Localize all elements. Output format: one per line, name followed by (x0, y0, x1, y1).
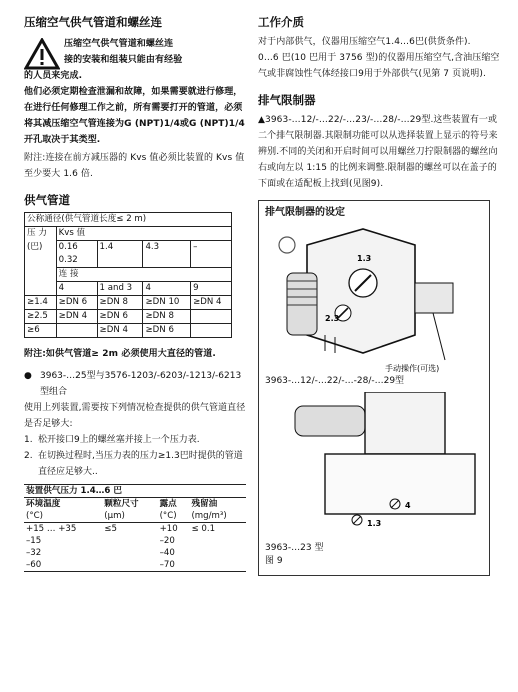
table-cell: 1 and 3 (97, 282, 143, 296)
warning-block (24, 36, 246, 84)
label-1-3: 1.3 (357, 254, 372, 263)
bullet-icon: ● (24, 371, 32, 381)
table-cell (189, 535, 246, 547)
figure-title: 排气限制器的设定 (265, 207, 345, 218)
table-cell: ≥DN 6 (56, 296, 97, 310)
table-cell: +15 … +35 (26, 524, 77, 534)
warning-line: 压缩空气供气管道和螺丝连 (64, 39, 174, 49)
table-row (25, 310, 232, 324)
medium-title: 工作介质 (258, 15, 304, 29)
table-cell (56, 324, 97, 338)
table-cell: ≥DN 6 (143, 324, 191, 338)
table-header: (°C) (158, 510, 190, 523)
table-cell: ≥1.4 (25, 296, 57, 310)
exhaust-text: ▲3963-…12/-…22/-…23/-…28/-…29型.这些装置有一或二个排气限制器.其限制功能可以从选择装置上显示的符号来辨别.不同的关闭和开启时间可以用螺丝刀拧限制器的螺丝向右或向左以 1:15 的比例来调整.限制器的螺丝可以在盖子的下面或在适配板上找到(见图9). (258, 115, 498, 189)
table-cell: ≤5 (104, 524, 117, 534)
bullet-text: 3963-…25型与3576-1203/-6203/-1213/-6213型组合 (40, 371, 242, 397)
list-item: 2. 在切换过程时,当压力表的压力≥1.3巴时提供的管道直径应足够大.. (24, 448, 246, 480)
table-cell (189, 559, 246, 572)
unit-label: (巴) (25, 241, 57, 268)
right-column (258, 14, 504, 576)
table-cell: 0.32 (58, 255, 78, 265)
table-cell: ≥DN 4 (56, 310, 97, 324)
table-cell (102, 535, 157, 547)
table-cell: ≤ 0.1 (191, 524, 216, 534)
table-cell: +10 (159, 524, 178, 534)
table-cell (102, 547, 157, 559)
figure-number: 图 9 (265, 556, 283, 566)
caption-bottom: 3963-…23 型 (265, 543, 324, 553)
air-title: 装置供气压力 1.4…6 巴 (24, 485, 246, 498)
manual-label: 手动操作(可选) (385, 364, 440, 373)
table-cell: –60 (24, 559, 102, 572)
top-view-drawing (265, 225, 485, 375)
table-header: (mg/m³) (189, 510, 246, 523)
table-cell: ≥6 (25, 324, 57, 338)
table-row (24, 559, 246, 572)
figure-box (258, 200, 490, 576)
supply-title: 供气管道 (24, 193, 70, 207)
table-cell: ≥DN 4 (97, 324, 143, 338)
table-cell: 4.3 (143, 241, 191, 268)
connect-label: 连 接 (56, 268, 231, 282)
table-header: (μm) (102, 510, 157, 523)
table-cell: ≥DN 4 (191, 296, 232, 310)
warning-icon (24, 38, 60, 70)
table-caption: 公称通径(供气管道长度≤ 2 m) (25, 213, 232, 227)
caption-top: 3963-…12/-…22/-…-28/-…29型 (265, 376, 405, 386)
check-paragraph: 使用上列装置,需要按下列情况检查提供的供气管道直径是否足够大: (24, 403, 246, 429)
table-cell: ≥DN 8 (97, 296, 143, 310)
label-4: 4 (405, 501, 411, 510)
table-row (24, 535, 246, 547)
air-table (24, 484, 246, 572)
table-cell: ≥DN 8 (143, 310, 191, 324)
kvs-note: 附注:连接在前方减压器的 Kvs 值必须比装置的 Kvs 值至少要大 1.6 倍. (24, 153, 245, 179)
table-row (25, 324, 232, 338)
table-cell: 0.16 (58, 242, 78, 252)
table-cell: ≥DN 6 (97, 310, 143, 324)
table-header: 环境温度 (24, 498, 102, 511)
table-cell: 4 (56, 282, 97, 296)
upper-housing (365, 392, 445, 454)
table-header: (°C) (24, 510, 102, 523)
label-2-3: 2.3 (325, 314, 340, 323)
medium-text: 对于内部供气，仪器用压缩空气1.4…6巴(供货条件). (258, 37, 471, 47)
section-title: 压缩空气供气管道和螺丝连 (24, 15, 162, 29)
maintenance-paragraph: 他们必须定期检查泄漏和故障，如果需要就进行修理，在进行任何修理工作之前，所有需要打开的管道，必须将其减压缩空气管连接为G (NPT)1/4或G (NPT)1/4开孔取决于其类型. (24, 87, 245, 145)
table-cell (189, 547, 246, 559)
list-item: 1. 松开接口9上的螺丝塞并接上一个压力表. (24, 432, 246, 448)
table-cell: 9 (191, 282, 232, 296)
table-row (24, 547, 246, 559)
step-text: 松开接口9上的螺丝塞并接上一个压力表. (38, 435, 200, 445)
table-row (24, 523, 246, 536)
pressure-label: 压 力 (25, 227, 57, 241)
step-text: 在切换过程时,当压力表的压力≥1.3巴时提供的管道直径应足够大.. (38, 451, 243, 477)
table-cell (102, 559, 157, 572)
table-header: 颗粒尺寸 (102, 498, 157, 511)
manual-operator (415, 283, 453, 313)
table-cell: 4 (143, 282, 191, 296)
left-column (24, 14, 246, 572)
table-cell (191, 324, 232, 338)
table-cell: –70 (158, 559, 190, 572)
table-cell: ≥DN 10 (143, 296, 191, 310)
ref-circle (279, 237, 295, 253)
label-1-3-bottom: 1.3 (367, 519, 382, 528)
table-row (25, 296, 232, 310)
table-cell: 1.4 (97, 241, 143, 268)
table-header: 露点 (158, 498, 190, 511)
side-view-drawing (265, 392, 485, 542)
supply-table (24, 212, 232, 338)
table-cell: –20 (159, 536, 175, 546)
list-item (24, 368, 246, 400)
exhaust-title: 排气限制器 (258, 93, 316, 107)
kvs-label: Kvs 值 (56, 227, 231, 241)
table-cell: ≥2.5 (25, 310, 57, 324)
pipe-note: 附注:如供气管道≥ 2m 必须使用大直径的管道. (24, 349, 216, 359)
medium-text: 0…6 巴(10 巴用于 3756 型)的仪器用压缩空气,含油压缩空气或非腐蚀性气体经接口9用于外部供气(见第 7 页说明). (258, 53, 500, 79)
warning-line: 接的安装和组装只能由有经验 (64, 55, 183, 65)
table-cell (191, 310, 232, 324)
table-header: 残留油 (189, 498, 246, 511)
table-cell: –40 (159, 548, 175, 558)
table-cell: –32 (26, 548, 42, 558)
table-cell: – (191, 241, 232, 268)
table-cell: –15 (26, 536, 42, 546)
warning-line: 的人员来完成. (24, 71, 83, 81)
cable-gland (287, 273, 317, 335)
gland-side (295, 406, 365, 436)
